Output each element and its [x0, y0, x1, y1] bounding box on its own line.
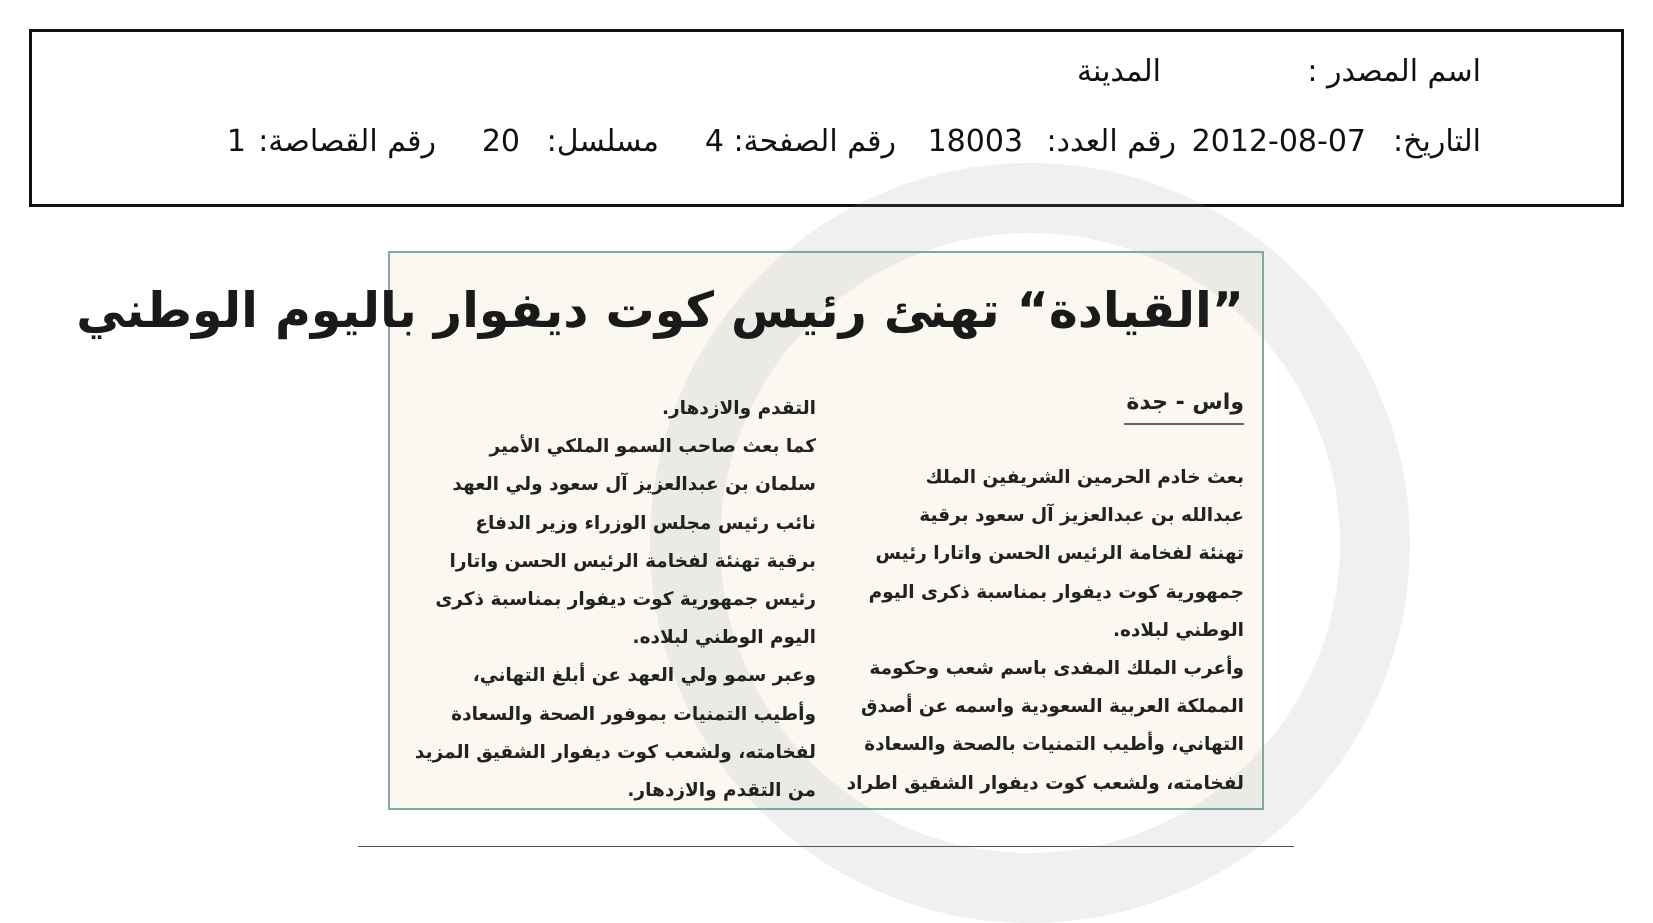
paragraph-line: نائب رئيس مجلس الوزراء وزير الدفاع [475, 512, 816, 534]
paragraph-line: لفخامته، ولشعب كوت ديفوار الشقيق اطراد [846, 772, 1244, 794]
metadata-box [29, 29, 1624, 207]
article-byline: واس - جدة [1124, 390, 1244, 425]
paragraph-line: تهنئة لفخامة الرئيس الحسن واتارا رئيس [875, 543, 1244, 565]
paragraph-line: اليوم الوطني لبلاده. [632, 627, 816, 649]
paragraph-line: برقية تهنئة لفخامة الرئيس الحسن واتارا [449, 550, 816, 572]
article-column-left [416, 390, 816, 810]
paragraph-line: وأعرب الملك المفدى باسم شعب وحكومة [869, 658, 1244, 680]
paragraph-line: وأطيب التمنيات بموفور الصحة والسعادة [451, 703, 816, 725]
paragraph-line: سلمان بن عبدالعزيز آل سعود ولي العهد [452, 474, 816, 496]
source-label: اسم المصدر : [1307, 54, 1481, 89]
paragraph-line: عبدالله بن عبدالعزيز آل سعود برقية [919, 505, 1244, 527]
serial-value: 20 [481, 124, 520, 159]
paragraph-line: رئيس جمهورية كوت ديفوار بمناسبة ذكرى [435, 589, 816, 611]
paragraph-line: من التقدم والازدهار. [627, 780, 816, 802]
paragraph-line: جمهورية كوت ديفوار بمناسبة ذكرى اليوم [868, 581, 1244, 603]
newspaper-clipping [76, 251, 1264, 810]
clip-number-label: رقم القصاصة: [258, 124, 436, 159]
issue-label: رقم العدد: [1046, 124, 1176, 159]
paragraph-line: التهاني، وأطيب التمنيات بالصحة والسعادة [864, 734, 1244, 756]
date-value: 2012-08-07 [1191, 124, 1366, 159]
paragraph-line: بعث خادم الحرمين الشريفين الملك [925, 467, 1244, 488]
date-label: التاريخ: [1393, 124, 1481, 159]
source-value: المدينة [1076, 54, 1161, 89]
paragraph-line: وعبر سمو ولي العهد عن أبلغ التهاني، [472, 665, 816, 687]
paragraph-line: المملكة العربية السعودية واسمه عن أصدق [861, 696, 1244, 718]
paragraph-line: التقدم والازدهار. [661, 398, 816, 419]
issue-value: 18003 [927, 124, 1023, 159]
serial-label: مسلسل: [546, 124, 659, 159]
page-label: رقم الصفحة: [733, 124, 896, 159]
paragraph-line: لفخامته، ولشعب كوت ديفوار الشقيق المزيد [414, 741, 816, 763]
page-value: 4 [704, 124, 724, 159]
paragraph-line: كما بعث صاحب السمو الملكي الأمير [489, 436, 816, 458]
article-headline: ”القيادة“ تهنئ رئيس كوت ديفوار باليوم الوطني [76, 282, 1244, 339]
article-column-right [844, 459, 1244, 803]
paragraph-line: الوطني لبلاده. [1112, 619, 1244, 641]
clip-number-value: 1 [226, 124, 246, 159]
bottom-divider [358, 846, 1294, 847]
